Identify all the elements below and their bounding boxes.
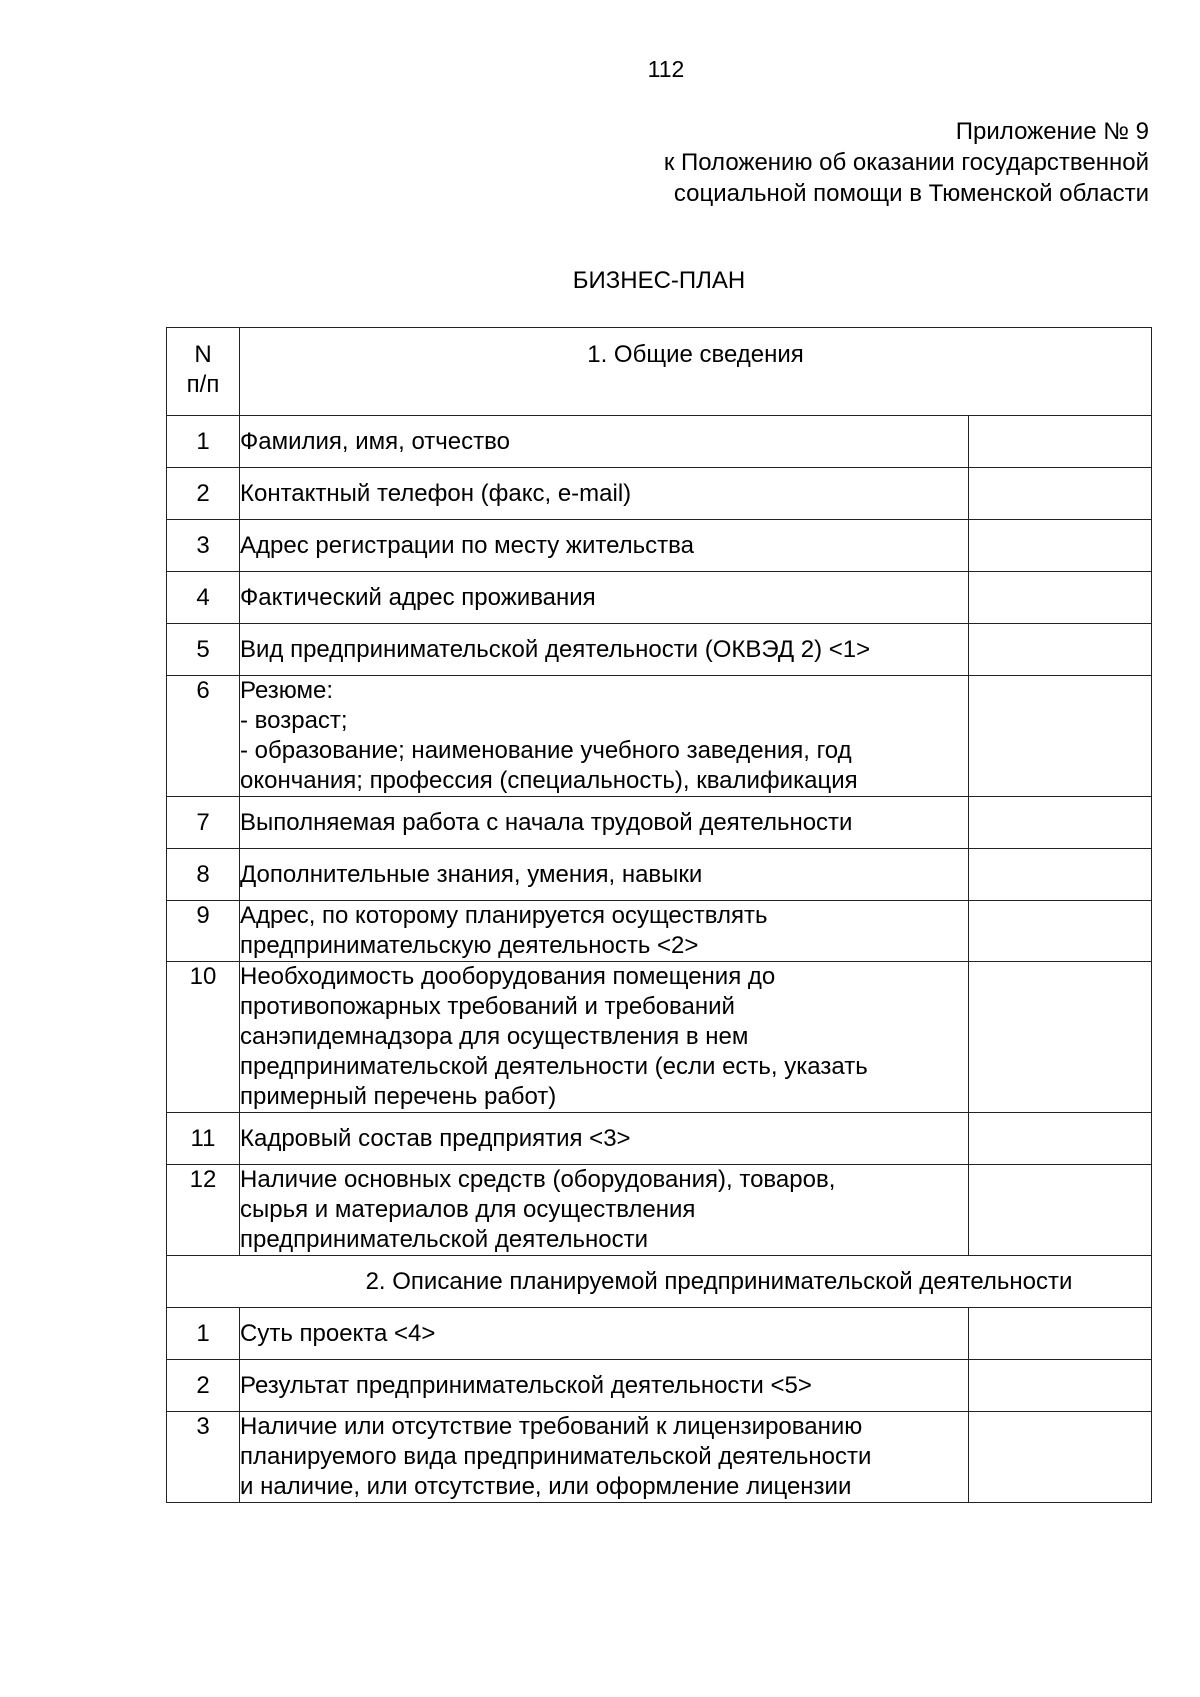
table-row: [167, 962, 1152, 1113]
row-label-line: и наличие, или отсутствие, или оформление лицензии: [240, 1473, 852, 1500]
table-header-row: [167, 328, 1152, 416]
section-2-title: 2. Описание планируемой предпринимательской деятельности: [167, 1256, 1152, 1308]
row-label-line: планируемого вида предпринимательской деятельности: [240, 1443, 872, 1470]
table-row: [167, 468, 1152, 520]
row-number: 1: [167, 416, 240, 468]
row-label: Контактный телефон (факс, e-mail): [240, 468, 969, 520]
row-number: 10: [167, 962, 240, 1113]
column-header-number: [167, 328, 240, 416]
row-value-cell[interactable]: [969, 676, 1152, 797]
row-value-cell[interactable]: [969, 1360, 1152, 1412]
row-label: Фактический адрес проживания: [240, 572, 969, 624]
appendix-line-1: Приложение № 9: [955, 118, 1149, 145]
row-number: 5: [167, 624, 240, 676]
row-label: Кадровый состав предприятия <3>: [240, 1113, 969, 1165]
row-label: Выполняемая работа с начала трудовой деятельности: [240, 797, 969, 849]
row-label-line: Наличие основных средств (оборудования), товаров,: [240, 1166, 836, 1193]
row-label: Результат предпринимательской деятельности <5>: [240, 1360, 969, 1412]
row-number: 2: [167, 468, 240, 520]
row-label-line: - возраст;: [240, 707, 348, 734]
row-number: 11: [167, 1113, 240, 1165]
row-label: [240, 901, 969, 962]
row-value-cell[interactable]: [969, 468, 1152, 520]
row-label-line: сырья и материалов для осуществления: [240, 1196, 696, 1223]
header-number-line-1: N: [194, 341, 212, 368]
table-row: [167, 572, 1152, 624]
row-label-line: Адрес, по которому планируется осуществлять: [240, 902, 768, 929]
row-value-cell[interactable]: [969, 1113, 1152, 1165]
row-label: Вид предпринимательской деятельности (ОКВЭД 2) <1>: [240, 624, 969, 676]
row-label: Адрес регистрации по месту жительства: [240, 520, 969, 572]
section-1-title: 1. Общие сведения: [240, 328, 1152, 416]
table-row: [167, 624, 1152, 676]
row-value-cell[interactable]: [969, 624, 1152, 676]
row-value-cell[interactable]: [969, 416, 1152, 468]
table-row: [167, 416, 1152, 468]
row-number: 3: [167, 520, 240, 572]
appendix-line-2: к Положению об оказании государственной: [663, 149, 1149, 176]
row-number: 9: [167, 901, 240, 962]
table-row: [167, 1308, 1152, 1360]
row-label: Фамилия, имя, отчество: [240, 416, 969, 468]
header-number-line-2: п/п: [186, 371, 220, 398]
row-number: 6: [167, 676, 240, 797]
row-value-cell[interactable]: [969, 1412, 1152, 1503]
row-label-line: предпринимательскую деятельность <2>: [240, 932, 699, 959]
row-value-cell[interactable]: [969, 797, 1152, 849]
row-label-line: окончания; профессия (специальность), квалификация: [240, 767, 858, 794]
row-value-cell[interactable]: [969, 849, 1152, 901]
row-number: 7: [167, 797, 240, 849]
table-row: [167, 676, 1152, 797]
table-row: [167, 1113, 1152, 1165]
row-label: [240, 676, 969, 797]
row-number: 12: [167, 1165, 240, 1256]
row-value-cell[interactable]: [969, 1165, 1152, 1256]
table-row: [167, 901, 1152, 962]
table-row: [167, 1360, 1152, 1412]
row-value-cell[interactable]: [969, 572, 1152, 624]
table-row: [167, 520, 1152, 572]
row-number: 8: [167, 849, 240, 901]
table-row: [167, 1165, 1152, 1256]
row-label-line: Необходимость дооборудования помещения до: [240, 963, 776, 990]
row-label-line: санэпидемнадзора для осуществления в нем: [240, 1023, 749, 1050]
row-label: Дополнительные знания, умения, навыки: [240, 849, 969, 901]
row-label-line: Резюме:: [240, 677, 334, 704]
row-value-cell[interactable]: [969, 901, 1152, 962]
table-row: [167, 849, 1152, 901]
row-label-line: противопожарных требований и требований: [240, 993, 735, 1020]
appendix-header: [664, 116, 1149, 209]
row-label-line: предпринимательской деятельности (если есть, указать: [240, 1053, 868, 1080]
table-row: [167, 797, 1152, 849]
table-row: [167, 1412, 1152, 1503]
row-label-line: Наличие или отсутствие требований к лицензированию: [240, 1413, 863, 1440]
row-label-line: примерный перечень работ): [240, 1083, 557, 1110]
row-label: [240, 1165, 969, 1256]
row-number: 4: [167, 572, 240, 624]
row-label: [240, 1412, 969, 1503]
row-value-cell[interactable]: [969, 962, 1152, 1113]
business-plan-table: [166, 327, 1152, 1503]
row-label-line: предпринимательской деятельности: [240, 1226, 648, 1253]
row-label: [240, 962, 969, 1113]
document-title: БИЗНЕС-ПЛАН: [572, 267, 746, 294]
appendix-line-3: социальной помощи в Тюменской области: [673, 180, 1149, 207]
row-number: 1: [167, 1308, 240, 1360]
section-2-header-row: [167, 1256, 1152, 1308]
row-label: Суть проекта <4>: [240, 1308, 969, 1360]
row-value-cell[interactable]: [969, 1308, 1152, 1360]
row-label-line: - образование; наименование учебного заведения, год: [240, 737, 852, 764]
row-number: 2: [167, 1360, 240, 1412]
row-value-cell[interactable]: [969, 520, 1152, 572]
page-number: 112: [647, 56, 685, 82]
row-number: 3: [167, 1412, 240, 1503]
